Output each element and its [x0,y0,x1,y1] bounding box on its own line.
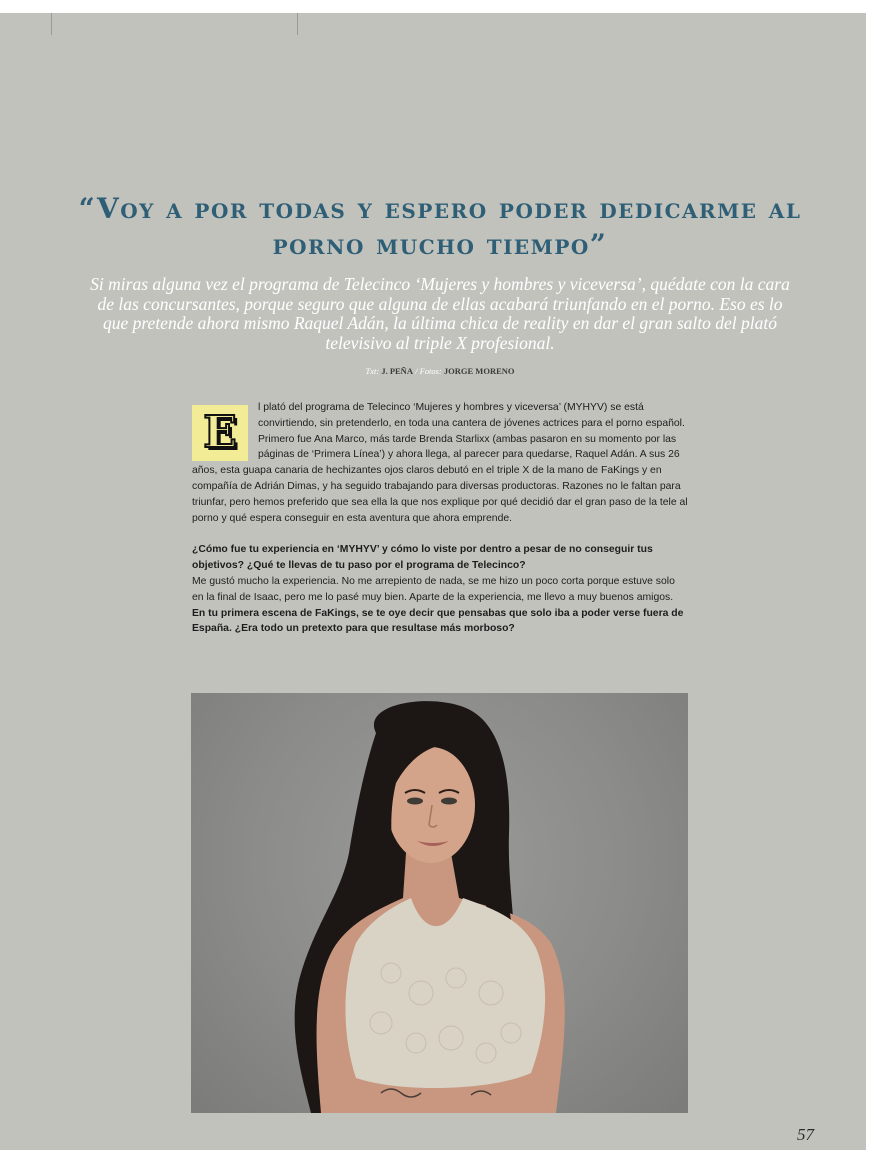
question-1: ¿Cómo fue tu experiencia en ‘MYHYV’ y cómo lo viste por dentro a pesar de no conseguir tus objetivos? ¿Qué te llevas de tu paso por el programa de Telecinco? [192,544,653,572]
portrait-illustration [191,693,688,1113]
magazine-page [0,13,866,1150]
intro-text: l plató del programa de Telecinco ‘Mujeres y hombres y viceversa’ (MYHYV) se está convirtiendo, sin pretenderlo, en toda una cantera de jóvenes actrices para el porno español. Primero fue Ana Marco, más tarde Brenda Starlixx (ambas pasaron en su momento por las páginas de ‘Primera Línea’) y ahora llega, al parecer para quedarse, Raquel Adán. A sus 26 años, esta guapa canaria de hechizantes ojos claros debutó en el triple X de la mano de FaKings y en compañía de Adrián Dimas, y ha seguido trabajando para diversas productoras. Razones no le faltan para triunfar, pero hemos preferido que sea ella la que nos explique por qué decidió dar el gran paso de la tele al porno y qué espera conseguir en esta aventura que ahora emprende. [192,402,688,524]
page-number: 57 [797,1125,814,1144]
photo-credit-label: Fotos: [419,366,442,376]
question-2: En tu primera escena de FaKings, se te oye decir que pensabas que solo iba a poder verse fuera de España. ¿Era todo un pretexto para que resultase más morboso? [192,607,684,635]
byline [240,366,640,376]
headline: “Voy a por todas y espero poder dedicarme al porno mucho tiempo” [78,192,802,261]
crop-mark [51,13,52,35]
answer-1: Me gustó mucho la experiencia. No me arrepiento de nada, se me hizo un poco corta porque estuve solo en la final de Isaac, pero me lo pasé muy bien. Aparte de la experiencia, me llevo a muy buenos amigos. [192,575,675,603]
text-credit-author: J. PEÑA [381,366,413,376]
dropcap: E [192,405,248,461]
intro-paragraph [192,400,688,526]
crop-mark [297,13,298,35]
text-credit-label: Txt: [365,366,380,376]
article-body [192,400,688,637]
model-photo [191,693,688,1113]
lede: Si miras alguna vez el programa de Telecinco ‘Mujeres y hombres y viceversa’, quédate con la cara de las concursantes, porque seguro que alguna de ellas acabará triunfando en el porno. Eso es lo que pretende ahora mismo Raquel Adán, la última chica de reality en dar el gran salto del plató televisivo al triple X profesional. [90,274,790,353]
credit-separator: / [412,366,420,376]
photo-credit-author: JORGE MORENO [443,366,515,376]
